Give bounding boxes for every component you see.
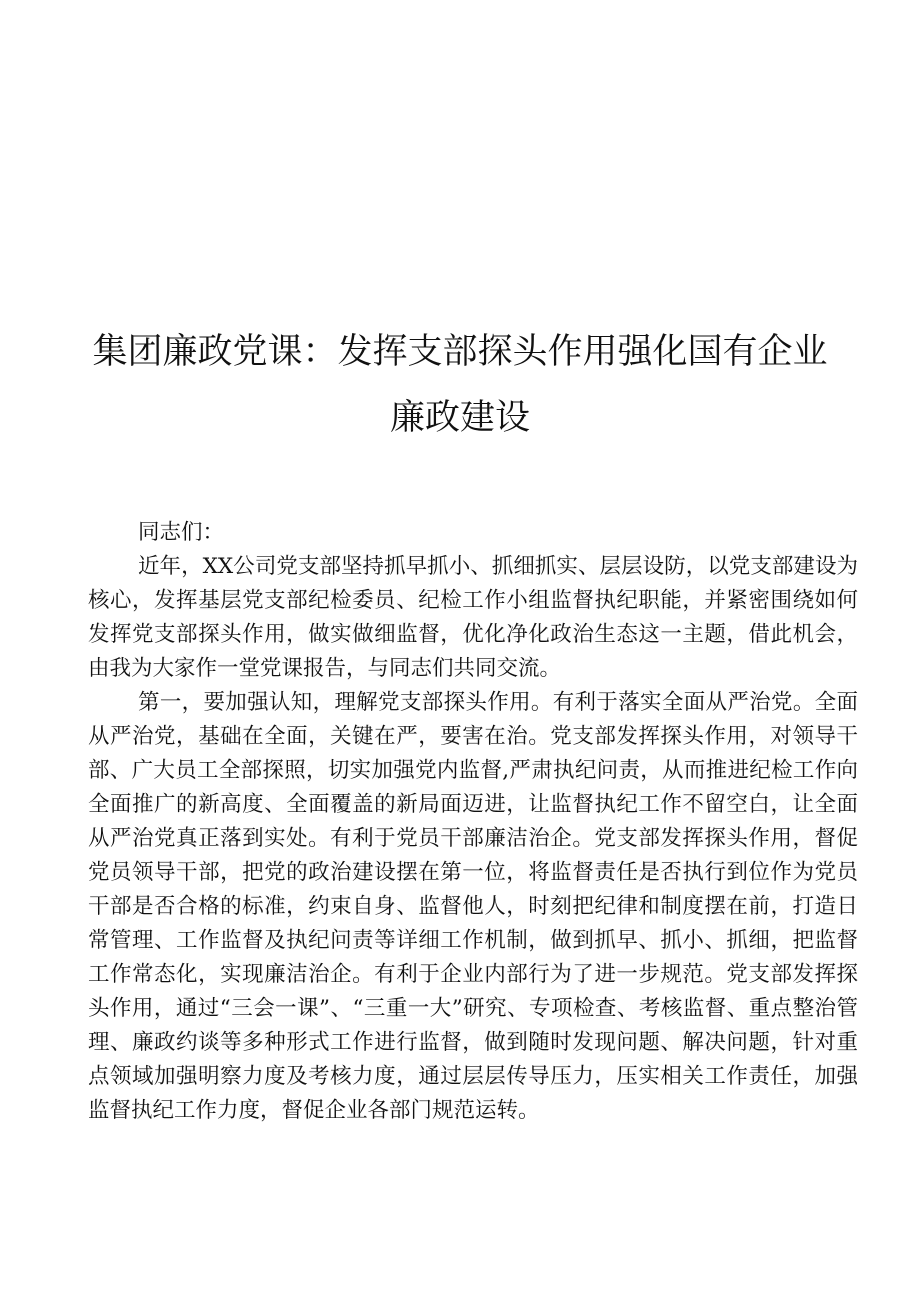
document-body xyxy=(88,516,858,1128)
document-title-line-1: 集团廉政党课：发挥支部探头作用强化国有企业 xyxy=(92,332,828,372)
paragraph-first-point: 第一，要加强认知，理解党支部探头作用。有利于落实全面从严治党。全面从严治党，基础在全面，关键在严，要害在治。党支部发挥探头作用，对领导干部、广大员工全部探照，切实加强党内监督,严肃执纪问责，从而推进纪检工作向全面推广的新高度、全面覆盖的新局面迈进，让监督执纪工作不留空白，让全面从严治党真正落到实处。有利于党员干部廉洁治企。党支部发挥探头作用，督促党员领导干部，把党的政治建设摆在第一位，将监督责任是否执行到位作为党员干部是否合格的标准，约束自身、监督他人，时刻把纪律和制度摆在前，打造日常管理、工作监督及执纪问责等详细工作机制，做到抓早、抓小、抓细，把监督工作常态化，实现廉洁治企。有利于企业内部行为了进一步规范。党支部发挥探头作用，通过“三会一课”、“三重一大”研究、专项检查、考核监督、重点整治管理、廉政约谈等多种形式工作进行监督，做到随时发现问题、解决问题，针对重点领域加强明察力度及考核力度，通过层层传导压力，压实相关工作责任，加强监督执纪工作力度，督促企业各部门规范运转。 xyxy=(88,690,858,1123)
document-title-line-2: 廉政建设 xyxy=(389,398,530,438)
salutation: 同志们： xyxy=(138,520,225,545)
paragraph-intro: 近年，XX公司党支部坚持抓早抓小、抓细抓实、层层设防，以党支部建设为核心，发挥基层党支部纪检委员、纪检工作小组监督执纪职能，并紧密围绕如何发挥党支部探头作用，做实做细监督，优化净化政治生态这一主题，借此机会，由我为大家作一堂党课报告，与同志们共同交流。 xyxy=(88,554,858,681)
